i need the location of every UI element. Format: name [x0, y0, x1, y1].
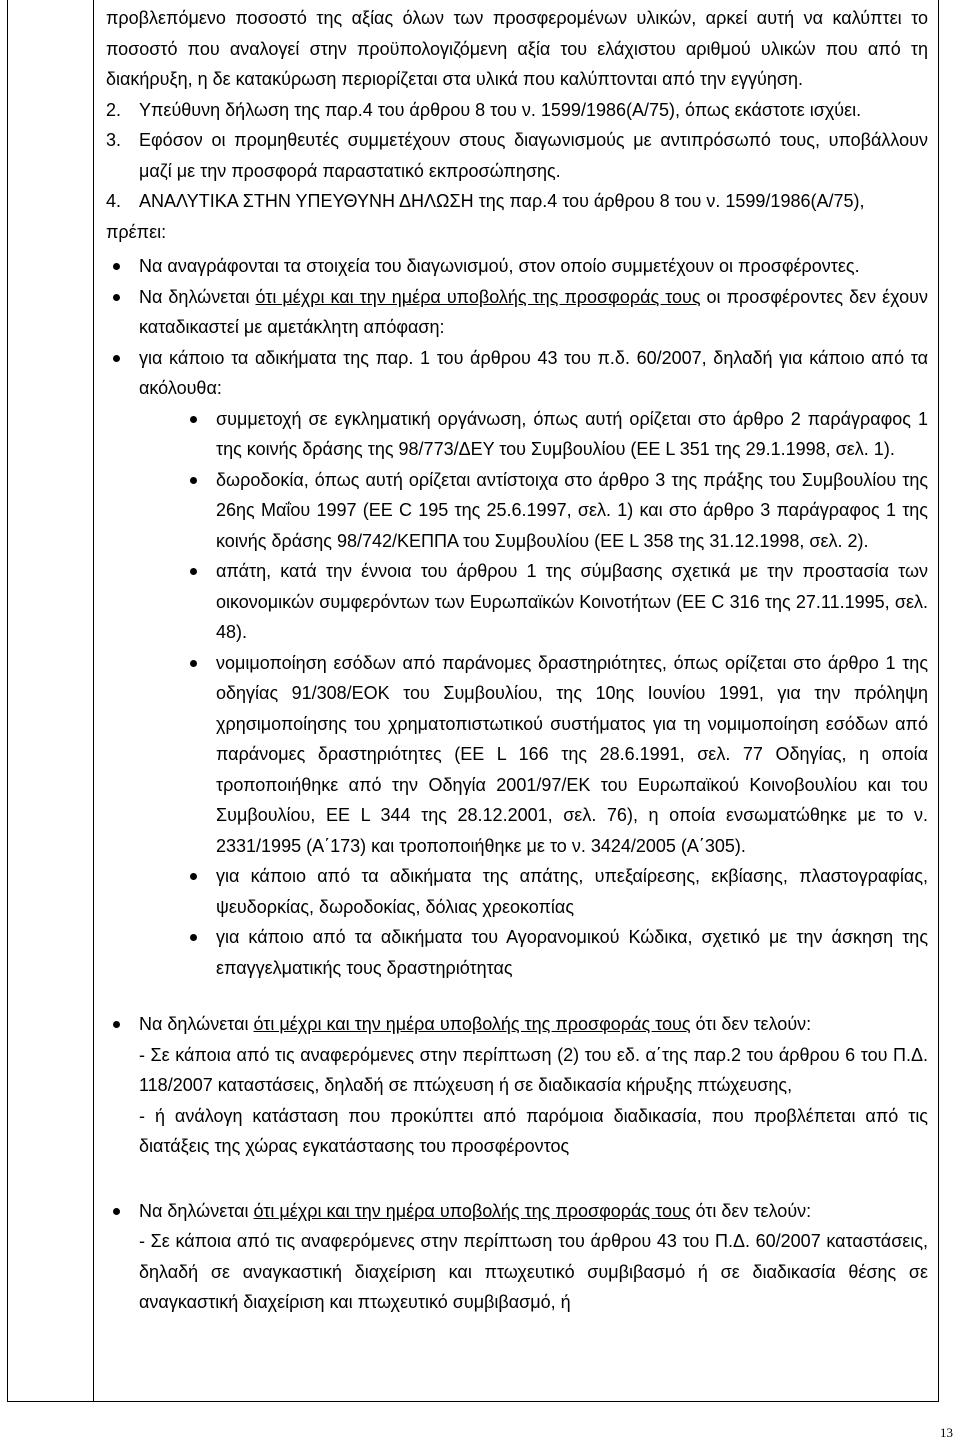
underlined-phrase: ότι μέχρι και την ημέρα υποβολής της προσφοράς τους — [253, 1200, 691, 1221]
bullet-icon — [106, 1196, 139, 1318]
item-number: 2. — [106, 99, 122, 120]
item-text: ΑΝΑΛΥΤΙΚΑ ΣΤΗΝ ΥΠΕΥΘΥΝΗ ΔΗΛΩΣΗ της παρ.4 του άρθρου 8 του ν. 1599/1986(Α/75), — [139, 191, 865, 211]
bullet-text-post: οι προσφέροντες δεν έχουν καταδικαστεί με αμετάκλητη απόφαση: — [139, 286, 928, 337]
list-item — [106, 343, 928, 404]
underlined-phrase: ότι μέχρι και την ημέρα υποβολής της προσφοράς τους — [255, 286, 701, 307]
bullet-text — [139, 1196, 928, 1318]
bullet-text: για κάποιο τα αδικήματα της παρ. 1 του άρθρου 43 του π.δ. 60/2007, δηλαδή για κάποιο από τα ακόλουθα: — [139, 347, 928, 398]
bullet-text-post: ότι δεν τελούν: — [690, 1200, 812, 1221]
list-item — [183, 465, 928, 557]
numbered-item-4 — [106, 186, 928, 217]
bullet-list — [106, 251, 928, 1318]
bullet-text — [139, 1009, 928, 1162]
condition-line: - Σε κάποια από τις αναφερόμενες στην περίπτωση (2) του εδ. α΄της παρ.2 του άρθρου 6 του Π.Δ. 118/2007 καταστάσεις, δηλαδή σε πτώχευση ή σε διαδικασία κήρυξης πτώχευσης, — [139, 1044, 928, 1095]
bullet-icon — [183, 404, 216, 465]
column-divider — [93, 0, 94, 1401]
bullet-icon — [106, 1009, 139, 1162]
document-body — [106, 3, 928, 1318]
item-text: Υπεύθυνη δήλωση της παρ.4 του άρθρου 8 του ν. 1599/1986(Α/75), όπως εκάστοτε ισχύει. — [139, 99, 862, 120]
sub-bullet-list — [183, 404, 928, 984]
list-item — [106, 1196, 928, 1318]
bullet-icon — [183, 922, 216, 983]
bullet-text-pre: Να δηλώνεται — [139, 1014, 254, 1034]
prepei-label: πρέπει: — [106, 221, 167, 242]
list-item — [183, 556, 928, 648]
list-item — [106, 251, 928, 282]
sub-bullet-text: απάτη, κατά την έννοια του άρθρου 1 της σύμβασης σχετικά με την προστασία των οικονομικών συμφερόντων των Ευρωπαϊκών Κοινοτήτων (ΕΕ C 316 της 27.11.1995, σελ. 48). — [216, 561, 928, 642]
list-item — [106, 282, 928, 343]
bullet-icon — [183, 556, 216, 648]
list-item — [183, 648, 928, 862]
condition-line: - Σε κάποια από τις αναφερόμενες στην περίπτωση του άρθρου 43 του Π.Δ. 60/2007 καταστάσεις, δηλαδή σε αναγκαστική διαχείριση και πτωχευτικό συμβιβασμό ή σε διαδικασία θέσης σε αναγκαστική διαχείριση και πτωχευτικό συμβιβασμό, ή — [139, 1231, 928, 1312]
bullet-icon — [106, 251, 139, 282]
bullet-icon — [183, 648, 216, 862]
bullet-icon — [183, 861, 216, 922]
condition-line: - ή ανάλογη κατάσταση που προκύπτει από παρόμοια διαδικασία, που προβλέπεται από τις διατάξεις της χώρας εγκατάστασης του προσφέροντος — [139, 1105, 928, 1156]
item-number: 4. — [106, 191, 122, 211]
bullet-icon — [106, 282, 139, 343]
list-item — [106, 1009, 928, 1162]
page-number: 13 — [940, 1425, 953, 1440]
bullet-text-pre: Να δηλώνεται — [139, 286, 256, 307]
list-item — [183, 861, 928, 922]
bullet-text-pre: Να δηλώνεται — [139, 1200, 254, 1221]
bullet-text: Να αναγράφονται τα στοιχεία του διαγωνισμού, στον οποίο συμμετέχουν οι προσφέροντες. — [139, 256, 860, 276]
bullet-text-post: ότι δεν τελούν: — [690, 1014, 812, 1034]
sub-bullet-text: δωροδοκία, όπως αυτή ορίζεται αντίστοιχα στο άρθρο 3 της πράξης του Συμβουλίου της 26ης Μαΐου 1997 (ΕΕ C 195 της 25.6.1997, σελ. 1) και στο άρθρο 3 παράγραφος 1 της κοινής δράσης 98/742/ΚΕΠΠΑ του Συμβουλίου (ΕΕ L 358 της 31.12.1998, σελ. 2). — [216, 469, 928, 551]
bullet-text — [139, 282, 928, 343]
list-item — [183, 404, 928, 465]
sub-bullet-text: συμμετοχή σε εγκληματική οργάνωση, όπως αυτή ορίζεται στο άρθρο 2 παράγραφος 1 της κοινής δράσης της 98/773/ΔΕΥ του Συμβουλίου (ΕΕ L 351 της 29.1.1998, σελ. 1). — [216, 408, 928, 459]
sub-bullet-text: για κάποιο από τα αδικήματα του Αγορανομικού Κώδικα, σχετικό με την άσκηση της επαγγελματικής τους δραστηριότητας — [216, 927, 928, 978]
bullet-icon — [106, 343, 139, 404]
numbered-item-2 — [106, 95, 928, 126]
list-item — [183, 922, 928, 983]
bullet-icon — [183, 465, 216, 557]
sub-bullet-text: νομιμοποίηση εσόδων από παράνομες δραστηριότητες, όπως ορίζεται στο άρθρο 1 της οδηγίας 91/308/ΕΟΚ του Συμβουλίου, της 10ης Ιουνίου 1991, για την πρόληψη χρησιμοποίησης του χρηματοπιστωτικού συστήματος για τη νομιμοποίηση εσόδων από παράνομες δραστηριότητες (ΕΕ L 166 της 28.6.1991, σελ. 77 Οδηγίας, η οποία τροποποιήθηκε από την Οδηγία 2001/97/ΕΚ του Ευρωπαϊκού Κοινοβουλίου και του Συμβουλίου, ΕΕ L 344 της 28.12.2001, σελ. 76), η οποία ενσωματώθηκε με το ν. 2331/1995 (Α΄173) και τροποποιήθηκε με το ν. 3424/2005 (Α΄305). — [216, 652, 928, 856]
top-paragraph: προβλεπόμενο ποσοστό της αξίας όλων των προσφερομένων υλικών, αρκεί αυτή να καλύπτει το ποσοστό που αναλογεί στην προϋπολογιζόμενη αξία του ελάχιστου αριθμού υλικών που από τη διακήρυξη, η δε κατακύρωση περιορίζεται στα υλικά που καλύπτονται από την εγγύηση. — [106, 8, 928, 89]
numbered-item-3 — [106, 125, 928, 186]
underlined-phrase: ότι μέχρι και την ημέρα υποβολής της προσφοράς τους — [253, 1014, 691, 1034]
item-text: Εφόσον οι προμηθευτές συμμετέχουν στους διαγωνισμούς με αντιπρόσωπό τους, υποβάλλουν μαζί με την προσφορά παραστατικό εκπροσώπησης. — [139, 130, 928, 181]
item-number: 3. — [106, 130, 122, 150]
sub-bullet-text: για κάποιο από τα αδικήματα της απάτης, υπεξαίρεσης, εκβίασης, πλαστογραφίας, ψευδορκίας, δωροδοκίας, δόλιας χρεοκοπίας — [216, 866, 928, 917]
